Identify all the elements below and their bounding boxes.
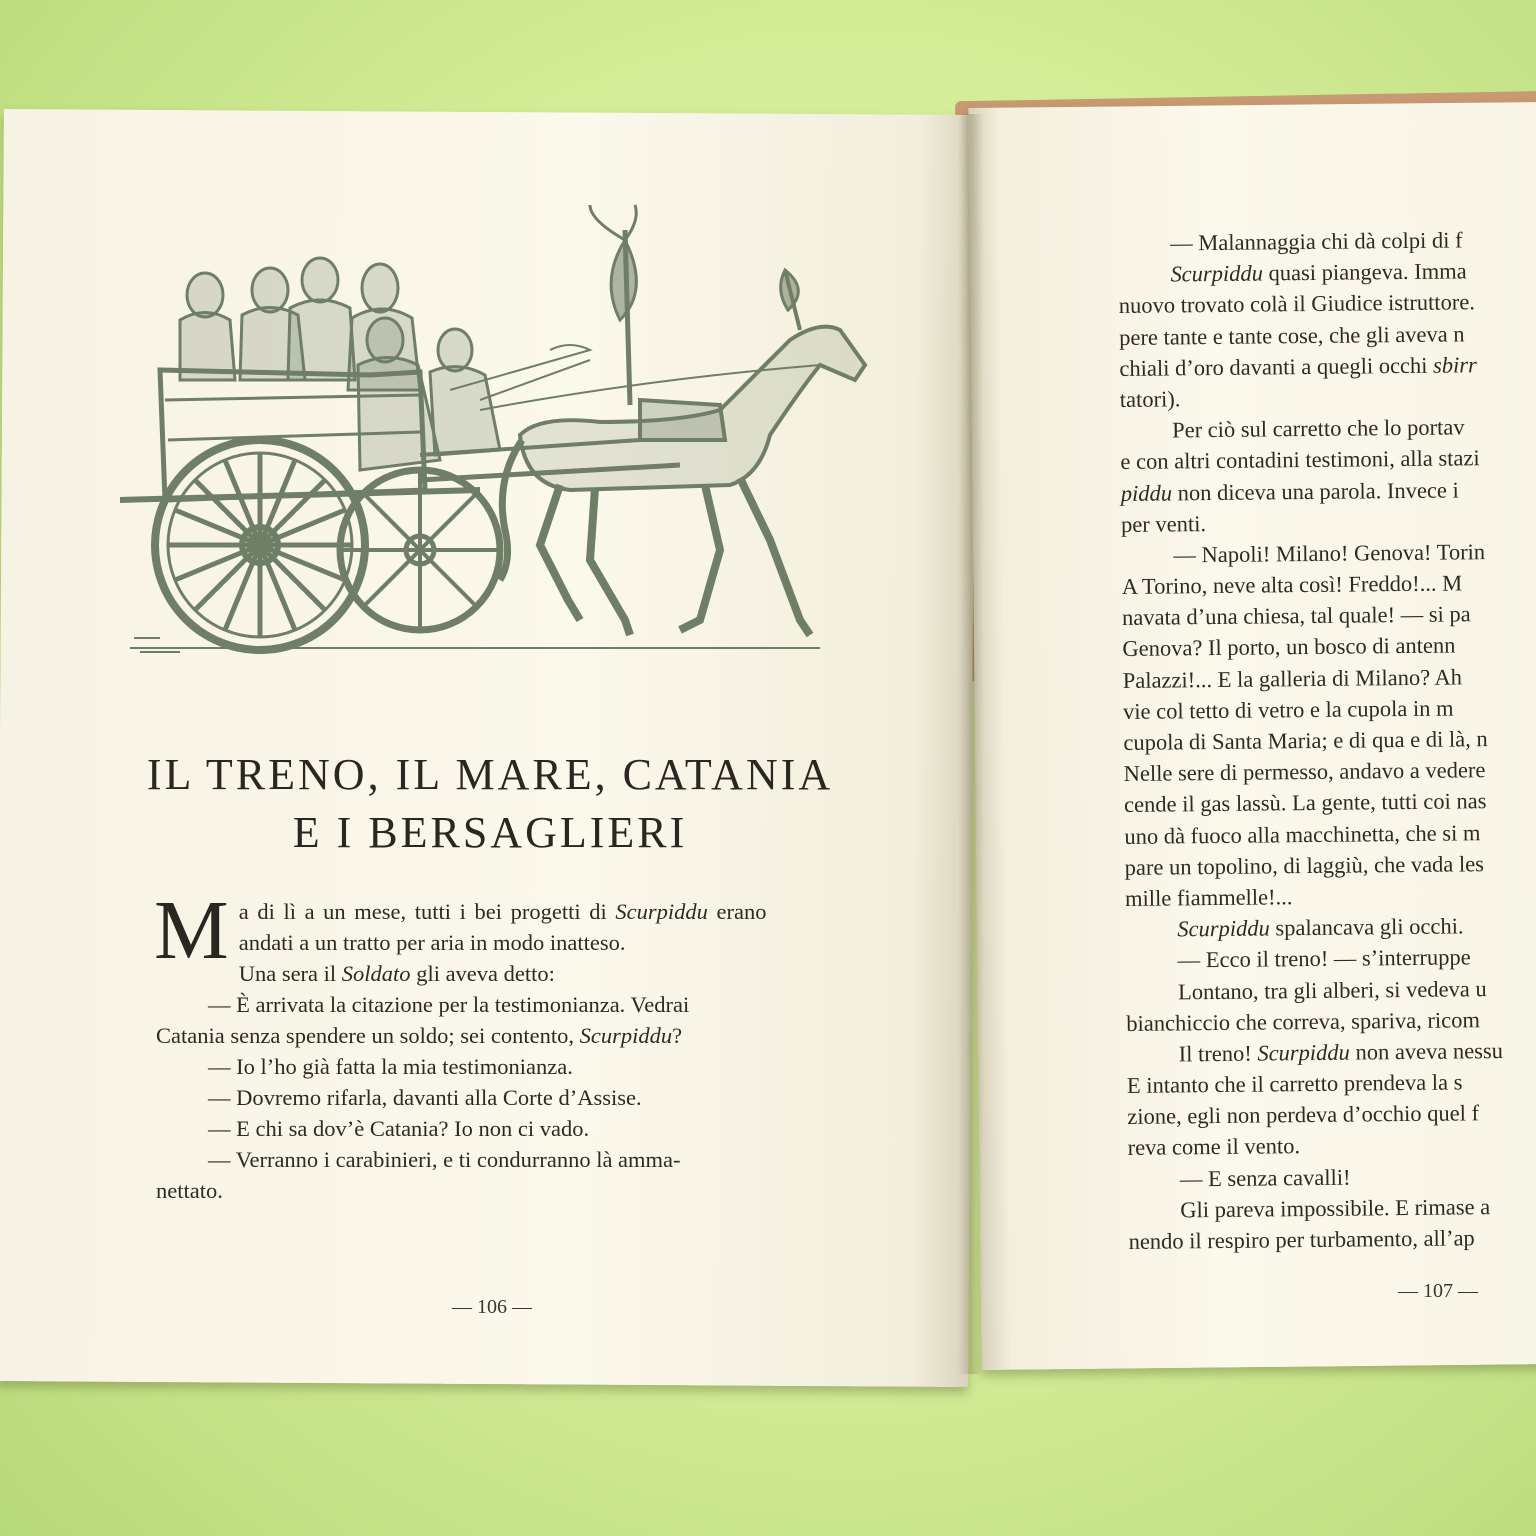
text-line: nuovo trovato colà il Giudice istruttore. — [1118, 289, 1476, 319]
text-line: Lontano, tra gli alberi, si vedeva u — [1177, 975, 1487, 1004]
text-line: E intanto che il carretto prendeva la s — [1126, 1069, 1463, 1099]
text-line: chiali d’oro davanti a quegli occhi sbirr — [1119, 352, 1478, 381]
text-line: Scurpiddu spalancava gli occhi. — [1177, 913, 1464, 942]
text-line: e con altri contadini testimoni, alla stazi — [1120, 445, 1480, 475]
page-number-left: — 106 — — [452, 1296, 532, 1318]
text-line: bianchiccio che correva, spariva, ricom — [1126, 1006, 1481, 1036]
text-line: andati a un tratto per aria in modo inatteso. — [238, 930, 626, 955]
drop-cap: M — [154, 884, 229, 977]
text-line: piddu non diceva una parola. Invece i — [1120, 476, 1459, 506]
text-line: — Ecco il treno! — s’interruppe — [1177, 944, 1471, 973]
left-page-body — [154, 884, 846, 1206]
text-line: Genova? Il porto, un bosco di antenn — [1122, 632, 1456, 662]
text-line: — Malannaggia chi dà colpi di f — [1170, 227, 1463, 256]
text-line: vie col tetto di vetro e la cupola in m — [1122, 695, 1454, 724]
text-line: pare un topolino, di laggiù, che vada les — [1124, 850, 1485, 880]
text-line: — Io l’ho già fatta la mia testimonianza. — [208, 1054, 573, 1079]
text-line: pere tante e tante cose, che gli aveva n — [1119, 320, 1465, 350]
text-line: tatori). — [1119, 386, 1181, 412]
text-line: — E chi sa dov’è Catania? Io non ci vado. — [208, 1116, 590, 1141]
text-line: a di lì a un mese, tutti i bei progetti di Scurpiddu erano — [238, 899, 767, 924]
text-line: Il treno! Scurpiddu non aveva nessu — [1178, 1037, 1504, 1067]
page-number-right: — 107 — — [1398, 1280, 1478, 1302]
text-line: Catania senza spendere un soldo; sei contento, Scurpiddu? — [156, 1023, 683, 1048]
text-line: Gli pareva impossibile. E rimase a — [1180, 1193, 1491, 1223]
text-line: nettato. — [156, 1178, 223, 1203]
chapter-title — [100, 746, 880, 862]
text-line: zione, egli non perdeva d’occhio quel f — [1127, 1100, 1480, 1130]
text-line: — Napoli! Milano! Genova! Torin — [1173, 539, 1486, 568]
text-line: uno dà fuoco alla macchinetta, che si m — [1124, 819, 1481, 849]
text-line: cupola di Santa Maria; e di qua e di là, n — [1123, 726, 1488, 755]
text-line: Una sera il Soldato gli aveva detto: — [238, 961, 555, 986]
text-line: Scurpiddu quasi piangeva. Imma — [1170, 258, 1467, 287]
text-line: nendo il respiro per turbamento, all’ap — [1128, 1225, 1475, 1254]
text-line: A Torino, neve alta così! Freddo!... M — [1121, 570, 1463, 600]
cart-illustration — [120, 200, 880, 680]
text-line: cende il gas lassù. La gente, tutti coi nas — [1123, 788, 1487, 818]
right-page-body — [1118, 223, 1536, 1257]
chapter-title-line-2: E I BERSAGLIERI — [292, 808, 688, 857]
text-line: per venti. — [1120, 510, 1207, 537]
text-line: — E senza cavalli! — [1179, 1164, 1351, 1192]
text-line: Nelle sere di permesso, andavo a vedere — [1123, 757, 1486, 787]
text-line: — Dovremo rifarla, davanti alla Corte d’Assise. — [208, 1085, 642, 1110]
chapter-title-line-1: IL TRENO, IL MARE, CATANIA — [146, 750, 834, 799]
text-line: mille fiammelle!... — [1124, 884, 1293, 911]
text-line: navata d’una chiesa, tal quale! — si pa — [1121, 601, 1471, 631]
text-line: — Verranno i carabinieri, e ti condurranno là amma- — [208, 1147, 681, 1172]
text-line: Per ciò sul carretto che lo portav — [1171, 414, 1465, 443]
text-line: reva come il vento. — [1127, 1133, 1301, 1161]
text-line: — È arrivata la citazione per la testimonianza. Vedrai — [208, 992, 690, 1017]
book-spine — [958, 114, 984, 1374]
text-line: Palazzi!... E la galleria di Milano? Ah — [1122, 664, 1463, 693]
